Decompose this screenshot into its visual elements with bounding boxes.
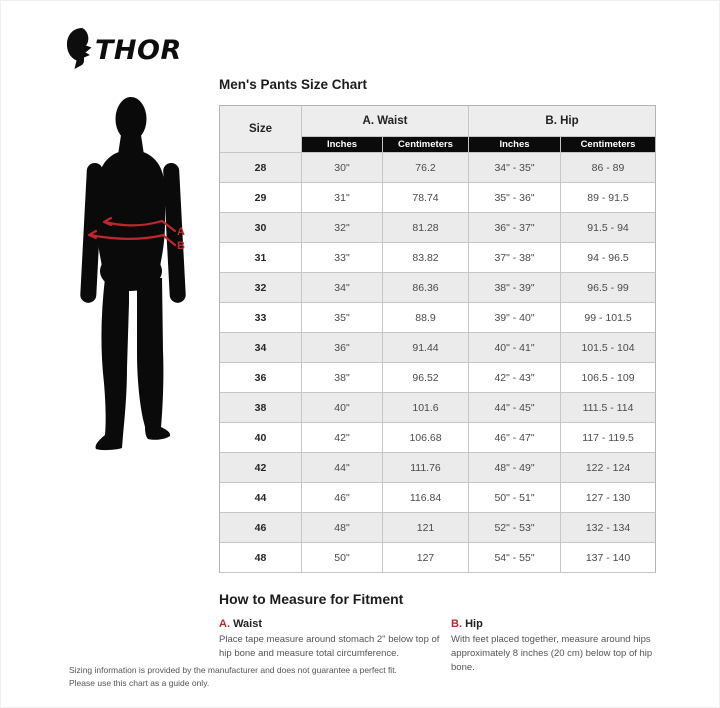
waist-cm-cell: 106.68: [383, 423, 469, 453]
size-table-body: [220, 153, 656, 573]
hip-in-cell: 34" - 35": [469, 153, 561, 183]
male-silhouette: [59, 93, 207, 459]
hip-letter: B.: [451, 618, 462, 630]
subheader-hip-centimeters: Centimeters: [561, 137, 656, 153]
thor-helmet-icon: [67, 28, 92, 69]
hip-cm-cell: 117 - 119.5: [561, 423, 656, 453]
waist-in-cell: 40": [302, 393, 383, 423]
thor-logo-graphic: [65, 26, 187, 72]
hip-name: Hip: [465, 618, 483, 630]
waist-cm-cell: 101.6: [383, 393, 469, 423]
hip-in-cell: 44" - 45": [469, 393, 561, 423]
table-row: [220, 243, 656, 273]
waist-cm-cell: 96.52: [383, 363, 469, 393]
hip-in-cell: 54" - 55": [469, 543, 561, 573]
table-row: [220, 153, 656, 183]
waist-in-cell: 34": [302, 273, 383, 303]
hip-cm-cell: 86 - 89: [561, 153, 656, 183]
size-cell: 32: [220, 273, 302, 303]
size-cell: 48: [220, 543, 302, 573]
table-row: [220, 303, 656, 333]
hip-in-cell: 42" - 43": [469, 363, 561, 393]
waist-instructions: Place tape measure around stomach 2" below top of hip bone and measure total circumference.: [219, 634, 440, 659]
size-cell: 42: [220, 453, 302, 483]
table-row: [220, 393, 656, 423]
table-row: [220, 183, 656, 213]
hip-in-cell: 36" - 37": [469, 213, 561, 243]
waist-line-label: A: [177, 226, 185, 238]
hip-line-label: B: [177, 240, 185, 252]
disclaimer-line-2: Please use this chart as a guide only.: [69, 678, 210, 689]
size-cell: 34: [220, 333, 302, 363]
hip-instructions: With feet placed together, measure around hips approximately 8 inches (20 cm) below top of hip bone.: [451, 634, 653, 673]
how-to-measure-section: [219, 591, 671, 674]
waist-cm-cell: 121: [383, 513, 469, 543]
hip-in-cell: 35" - 36": [469, 183, 561, 213]
size-table: [219, 105, 656, 573]
column-group-waist: A. Waist: [302, 106, 469, 137]
thor-wordmark: THOR: [95, 35, 182, 66]
waist-cm-cell: 78.74: [383, 183, 469, 213]
size-cell: 38: [220, 393, 302, 423]
table-row: [220, 513, 656, 543]
size-cell: 30: [220, 213, 302, 243]
subheader-waist-inches: Inches: [302, 137, 383, 153]
size-cell: 46: [220, 513, 302, 543]
waist-in-cell: 38": [302, 363, 383, 393]
size-cell: 31: [220, 243, 302, 273]
size-cell: 36: [220, 363, 302, 393]
waist-letter: A.: [219, 618, 230, 630]
waist-cm-cell: 86.36: [383, 273, 469, 303]
waist-cm-cell: 81.28: [383, 213, 469, 243]
thor-logo: [65, 26, 187, 72]
table-row: [220, 363, 656, 393]
hip-in-cell: 46" - 47": [469, 423, 561, 453]
hip-cm-cell: 101.5 - 104: [561, 333, 656, 363]
waist-cm-cell: 91.44: [383, 333, 469, 363]
hip-cm-cell: 91.5 - 94: [561, 213, 656, 243]
table-row: [220, 333, 656, 363]
hip-cm-cell: 137 - 140: [561, 543, 656, 573]
page-title: Men's Pants Size Chart: [219, 77, 367, 92]
subheader-hip-inches: Inches: [469, 137, 561, 153]
table-row: [220, 423, 656, 453]
hip-cm-cell: 89 - 91.5: [561, 183, 656, 213]
size-cell: 33: [220, 303, 302, 333]
waist-in-cell: 50": [302, 543, 383, 573]
size-table-container: [219, 105, 656, 573]
waist-in-cell: 36": [302, 333, 383, 363]
table-row: [220, 213, 656, 243]
hip-in-cell: 37" - 38": [469, 243, 561, 273]
table-row: [220, 273, 656, 303]
waist-in-cell: 35": [302, 303, 383, 333]
subheader-waist-centimeters: Centimeters: [383, 137, 469, 153]
hip-cm-cell: 127 - 130: [561, 483, 656, 513]
waist-name: Waist: [233, 618, 262, 630]
hip-cm-cell: 106.5 - 109: [561, 363, 656, 393]
how-to-heading: How to Measure for Fitment: [219, 591, 404, 607]
table-row: [220, 483, 656, 513]
hip-cm-cell: 99 - 101.5: [561, 303, 656, 333]
waist-in-cell: 33": [302, 243, 383, 273]
disclaimer-line-1: Sizing information is provided by the manufacturer and does not guarantee a perfect fit.: [69, 665, 397, 675]
hip-cm-cell: 94 - 96.5: [561, 243, 656, 273]
waist-cm-cell: 83.82: [383, 243, 469, 273]
waist-in-cell: 48": [302, 513, 383, 543]
hip-in-cell: 40" - 41": [469, 333, 561, 363]
size-cell: 44: [220, 483, 302, 513]
hip-in-cell: 39" - 40": [469, 303, 561, 333]
column-group-hip: B. Hip: [469, 106, 656, 137]
column-header-size: Size: [220, 106, 302, 153]
measurement-figure: [59, 93, 207, 459]
waist-cm-cell: 127: [383, 543, 469, 573]
hip-cm-cell: 122 - 124: [561, 453, 656, 483]
hip-cm-cell: 111.5 - 114: [561, 393, 656, 423]
waist-cm-cell: 111.76: [383, 453, 469, 483]
waist-in-cell: 31": [302, 183, 383, 213]
size-cell: 29: [220, 183, 302, 213]
waist-in-cell: 44": [302, 453, 383, 483]
table-row: [220, 453, 656, 483]
hip-cm-cell: 132 - 134: [561, 513, 656, 543]
waist-cm-cell: 76.2: [383, 153, 469, 183]
hip-in-cell: 48" - 49": [469, 453, 561, 483]
size-cell: 40: [220, 423, 302, 453]
hip-cm-cell: 96.5 - 99: [561, 273, 656, 303]
waist-in-cell: 32": [302, 213, 383, 243]
table-row: [220, 543, 656, 573]
waist-in-cell: 46": [302, 483, 383, 513]
hip-in-cell: 50" - 51": [469, 483, 561, 513]
waist-cm-cell: 116.84: [383, 483, 469, 513]
waist-in-cell: 30": [302, 153, 383, 183]
how-to-hip: [451, 618, 671, 674]
hip-in-cell: 52" - 53": [469, 513, 561, 543]
waist-cm-cell: 88.9: [383, 303, 469, 333]
waist-in-cell: 42": [302, 423, 383, 453]
size-cell: 28: [220, 153, 302, 183]
sizing-disclaimer: [69, 664, 397, 690]
hip-in-cell: 38" - 39": [469, 273, 561, 303]
